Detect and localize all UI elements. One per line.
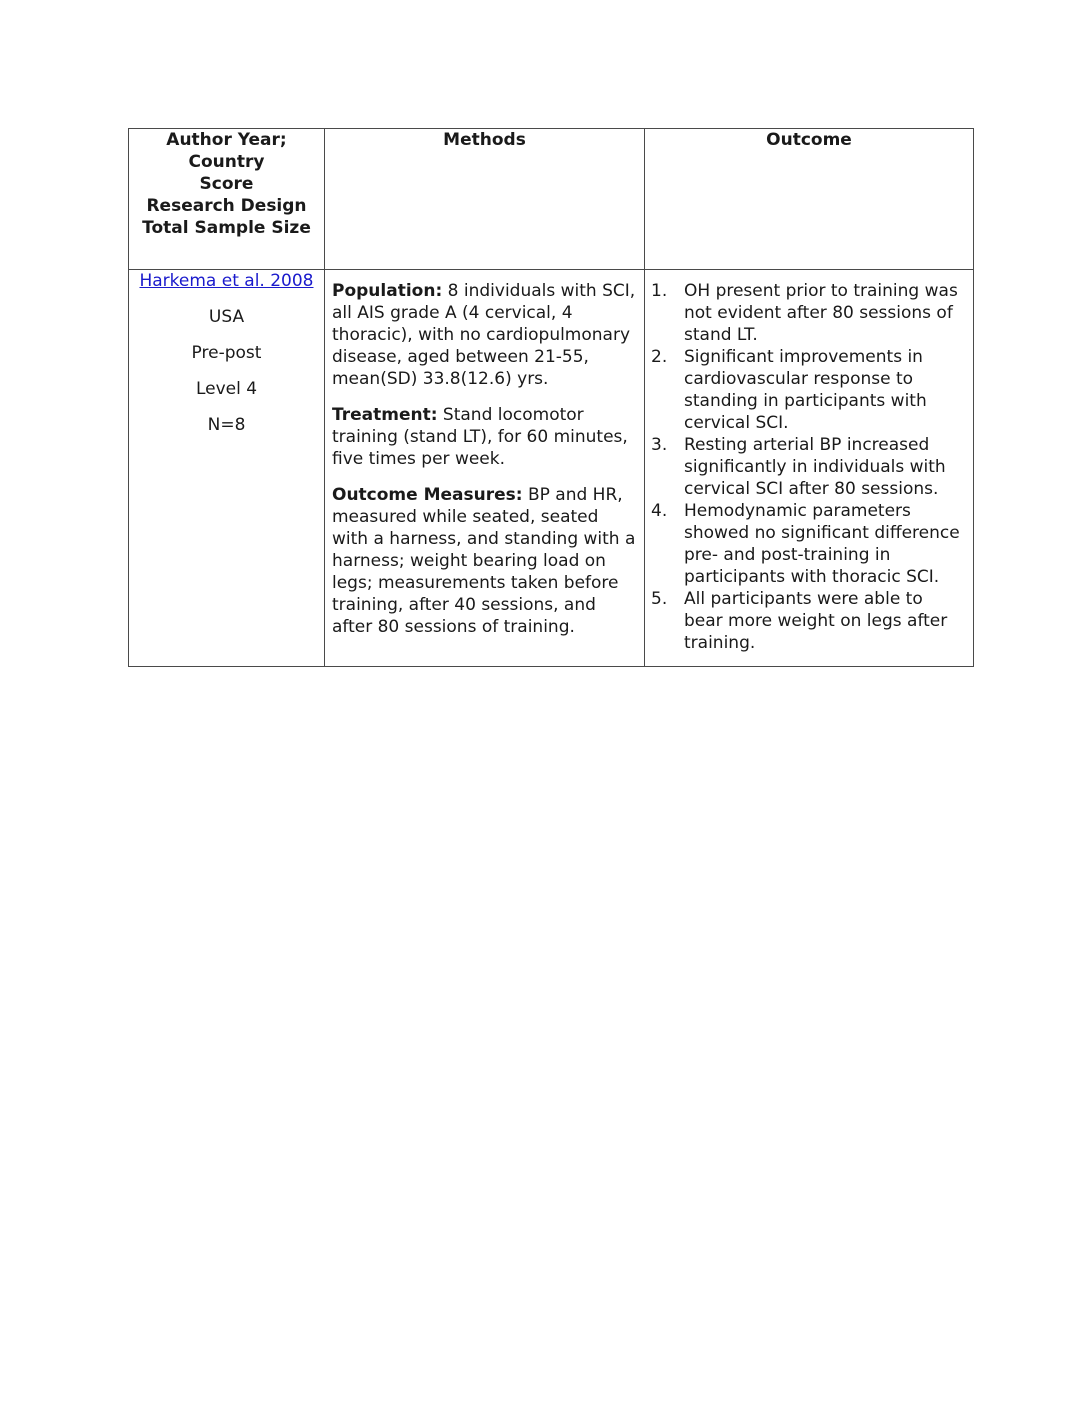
header-outcome: Outcome	[645, 129, 974, 270]
methods-text: Stand locomotor training (stand LT), for 60 minutes, five times per week.	[332, 405, 628, 469]
table-header	[129, 129, 974, 270]
study-design: Pre-post	[191, 343, 262, 363]
header-author-country-score	[129, 129, 325, 270]
header-line: Author Year;	[166, 130, 287, 150]
study-level: Level 4	[195, 379, 258, 399]
methods-text: BP and HR, measured while seated, seated with a harness, and standing with a harness; weight bearing load on legs; measurements taken before training, after 40 sessions, and after 80 sessions of training.	[332, 485, 636, 637]
header-line: Research Design	[146, 196, 307, 216]
list-text: Significant improvements in cardiovascular response to standing in participants with cervical SCI.	[684, 347, 927, 433]
methods-label: Treatment:	[332, 405, 438, 425]
header-methods: Methods	[325, 129, 645, 270]
list-number: 3.	[651, 435, 668, 455]
list-text: Resting arterial BP increased significantly in individuals with cervical SCI after 80 sessions.	[684, 435, 946, 499]
list-item	[651, 280, 961, 346]
methods-label: Outcome Measures:	[332, 485, 523, 505]
list-number: 1.	[651, 281, 668, 301]
outcome-cell	[645, 270, 974, 667]
list-number: 5.	[651, 589, 668, 609]
table-body	[129, 270, 974, 667]
list-number: 4.	[651, 501, 668, 521]
study-link[interactable]: Harkema et al. 2008	[139, 271, 314, 291]
outcome-list	[651, 280, 961, 654]
evidence-table	[128, 128, 974, 667]
methods-population	[332, 280, 636, 390]
list-text: Hemodynamic parameters showed no significant difference pre- and post-training in participants with thoracic SCI.	[684, 501, 960, 587]
study-country: USA	[208, 307, 245, 327]
list-item	[651, 434, 961, 500]
header-line: Score	[199, 174, 254, 194]
list-text: OH present prior to training was not evident after 80 sessions of stand LT.	[684, 281, 958, 345]
table-row	[129, 270, 974, 667]
study-sample-size: N=8	[207, 415, 246, 435]
list-number: 2.	[651, 347, 668, 367]
methods-outcome-measures	[332, 484, 636, 638]
list-text: All participants were able to bear more weight on legs after training.	[684, 589, 948, 653]
list-item	[651, 588, 961, 654]
study-link-line	[133, 270, 320, 292]
list-item	[651, 346, 961, 434]
methods-text: 8 individuals with SCI, all AIS grade A (4 cervical, 4 thoracic), with no cardiopulmonary disease, aged between 21-55, mean(SD) 33.8(12.6) yrs.	[332, 281, 636, 389]
header-line: Country	[188, 152, 265, 172]
methods-cell	[325, 270, 645, 667]
header-row	[129, 129, 974, 270]
methods-label: Population:	[332, 281, 443, 301]
study-cell	[129, 270, 325, 667]
list-item	[651, 500, 961, 588]
methods-treatment	[332, 404, 636, 470]
header-line: Total Sample Size	[142, 218, 311, 238]
